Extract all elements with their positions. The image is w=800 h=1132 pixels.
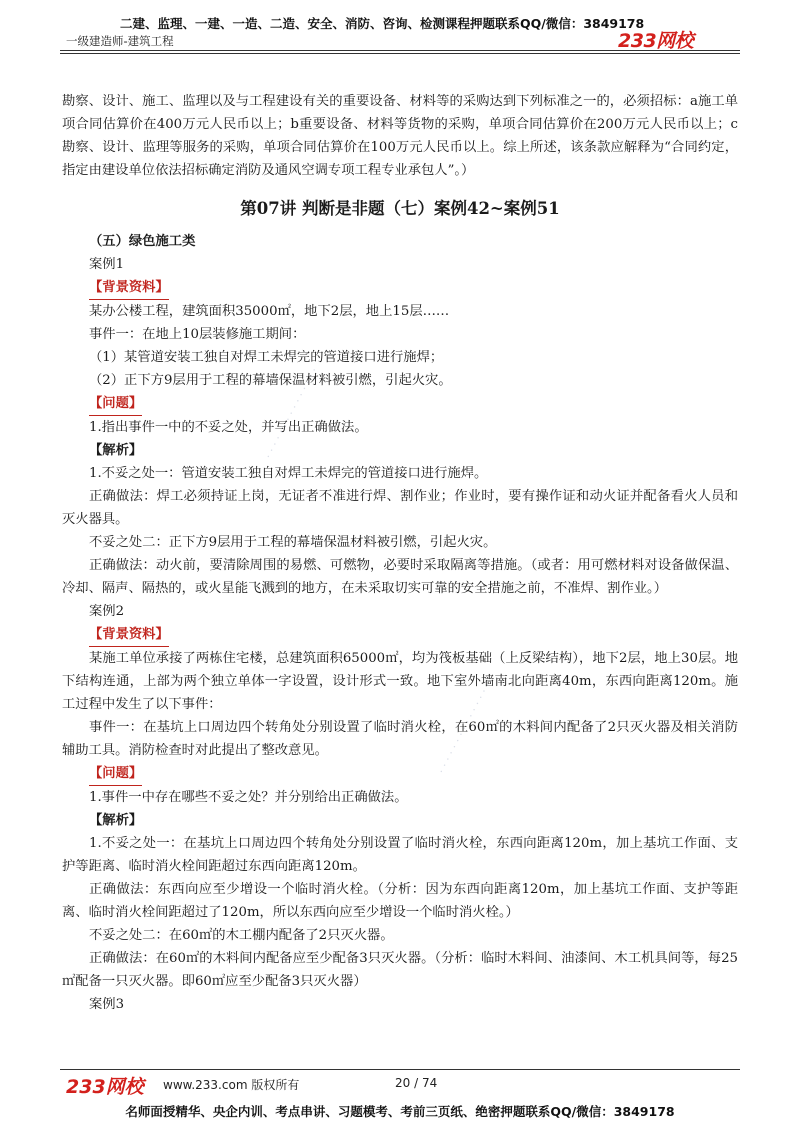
background-tag: 【背景资料】 — [89, 623, 169, 647]
page-number: 20 / 74 — [395, 1076, 438, 1090]
document-body — [62, 90, 738, 1016]
header-divider — [60, 50, 740, 51]
analysis-text: 不妥之处二：在60㎡的木工棚内配备了2只灭火器。 — [89, 928, 394, 943]
case-event: 事件一：在基坑上口周边四个转角处分别设置了临时消火栓，在60㎡的木料间内配备了2只灭火器及相关消防辅助工具。消防检查时对此提出了整改意见。 — [62, 720, 738, 758]
header-subtitle: 一级建造师-建筑工程 — [66, 34, 174, 48]
analysis-text: 正确做法：焊工必须持证上岗，无证者不准进行焊、割作业；作业时，要有操作证和动火证并配备看火人员和灭火器具。 — [62, 489, 738, 527]
analysis-text: 正确做法：东西向应至少增设一个临时消火栓。（分析：因为东西向距离120m，加上基坑工作面、支护等距离、临时消火栓间距超过了120m，所以东西向应至少增设一个临时消火栓。） — [62, 882, 738, 920]
case-label: 案例3 — [89, 997, 125, 1012]
case-background: 某施工单位承接了两栋住宅楼，总建筑面积65000㎡，均为筏板基础（上反梁结构），地下2层，地上30层。地下结构连通，上部为两个独立单体一字设置，设计形式一致。地下室外墙南北向距离40m，东西向距离120m。施工过程中发生了以下事件： — [62, 651, 738, 712]
background-tag: 【背景资料】 — [89, 276, 169, 300]
footer-contact-line: 名师面授精华、央企内训、考点串讲、习题模考、考前三页纸、绝密押题联系QQ/微信：3849178 — [125, 1104, 675, 1119]
section-heading: （五）绿色施工类 — [89, 234, 196, 249]
case-background: 某办公楼工程，建筑面积35000㎡，地下2层，地上15层…… — [89, 304, 450, 319]
footer-divider — [60, 1069, 740, 1070]
analysis-tag: 【解析】 — [89, 813, 143, 828]
watermark: · · · · · · · · · · · · · · · — [262, 365, 322, 462]
analysis-text: 正确做法：在60㎡的木料间内配备应至少配备3只灭火器。（分析：临时木料间、油漆间、木工机具间等，每25㎡配备一只灭火器。即60㎡应至少配备3只灭火器） — [62, 951, 738, 989]
case-label: 案例2 — [89, 604, 125, 619]
analysis-text: 不妥之处二：正下方9层用于工程的幕墙保温材料被引燃，引起火灾。 — [89, 535, 497, 550]
case-event: 事件一：在地上10层装修施工期间： — [89, 327, 306, 342]
header-logo: 233网校 — [618, 30, 694, 52]
watermark: · · · · · · · · · · · · · · · — [435, 680, 495, 777]
analysis-text: 1.不妥之处一：管道安装工独自对焊工未焊完的管道接口进行施焊。 — [89, 466, 488, 481]
question-tag: 【问题】 — [89, 762, 142, 786]
case-question: 1.事件一中存在哪些不妥之处？并分别给出正确做法。 — [89, 790, 408, 805]
event-item: （2）正下方9层用于工程的幕墙保温材料被引燃，引起火灾。 — [89, 373, 452, 388]
event-item: （1）某管道安装工独自对焊工未焊完的管道接口进行施焊； — [89, 350, 444, 365]
footer-logo: 233网校 — [66, 1076, 144, 1098]
intro-paragraph: 勘察、设计、施工、监理以及与工程建设有关的重要设备、材料等的采购达到下列标准之一的，必须招标：a施工单项合同估算价在400万元人民币以上；b重要设备、材料等货物的采购，单项合同估算价在200万元人民币以上；c勘察、设计、监理等服务的采购，单项合同估算价在100万元人民币以上。综上所述，该条款应解释为“合同约定，指定由建设单位依法招标确定消防及通风空调专项工程专业承包人”。） — [62, 94, 738, 178]
question-tag: 【问题】 — [89, 392, 142, 416]
header-divider-2 — [60, 53, 740, 54]
analysis-tag: 【解析】 — [89, 443, 143, 458]
case-question: 1.指出事件一中的不妥之处，并写出正确做法。 — [89, 420, 368, 435]
analysis-text: 正确做法：动火前，要清除周围的易燃、可燃物，必要时采取隔离等措施。（或者：用可燃材料对设备做保温、冷却、隔声、隔热的，或火星能飞溅到的地方，在未采取切实可靠的安全措施之前，不准焊、割作业。） — [62, 558, 738, 596]
analysis-text: 1.不妥之处一：在基坑上口周边四个转角处分别设置了临时消火栓，东西向距离120m，加上基坑工作面、支护等距离、临时消火栓间距超过东西向距离120m。 — [62, 836, 738, 874]
footer-site: www.233.com 版权所有 — [163, 1078, 300, 1092]
lecture-title: 第07讲 判断是非题（七）案例42~案例51 — [240, 199, 560, 218]
header-contact-line: 二建、监理、一建、一造、二造、安全、消防、咨询、检测课程押题联系QQ/微信：3849178 — [120, 16, 645, 31]
case-label: 案例1 — [89, 257, 125, 272]
